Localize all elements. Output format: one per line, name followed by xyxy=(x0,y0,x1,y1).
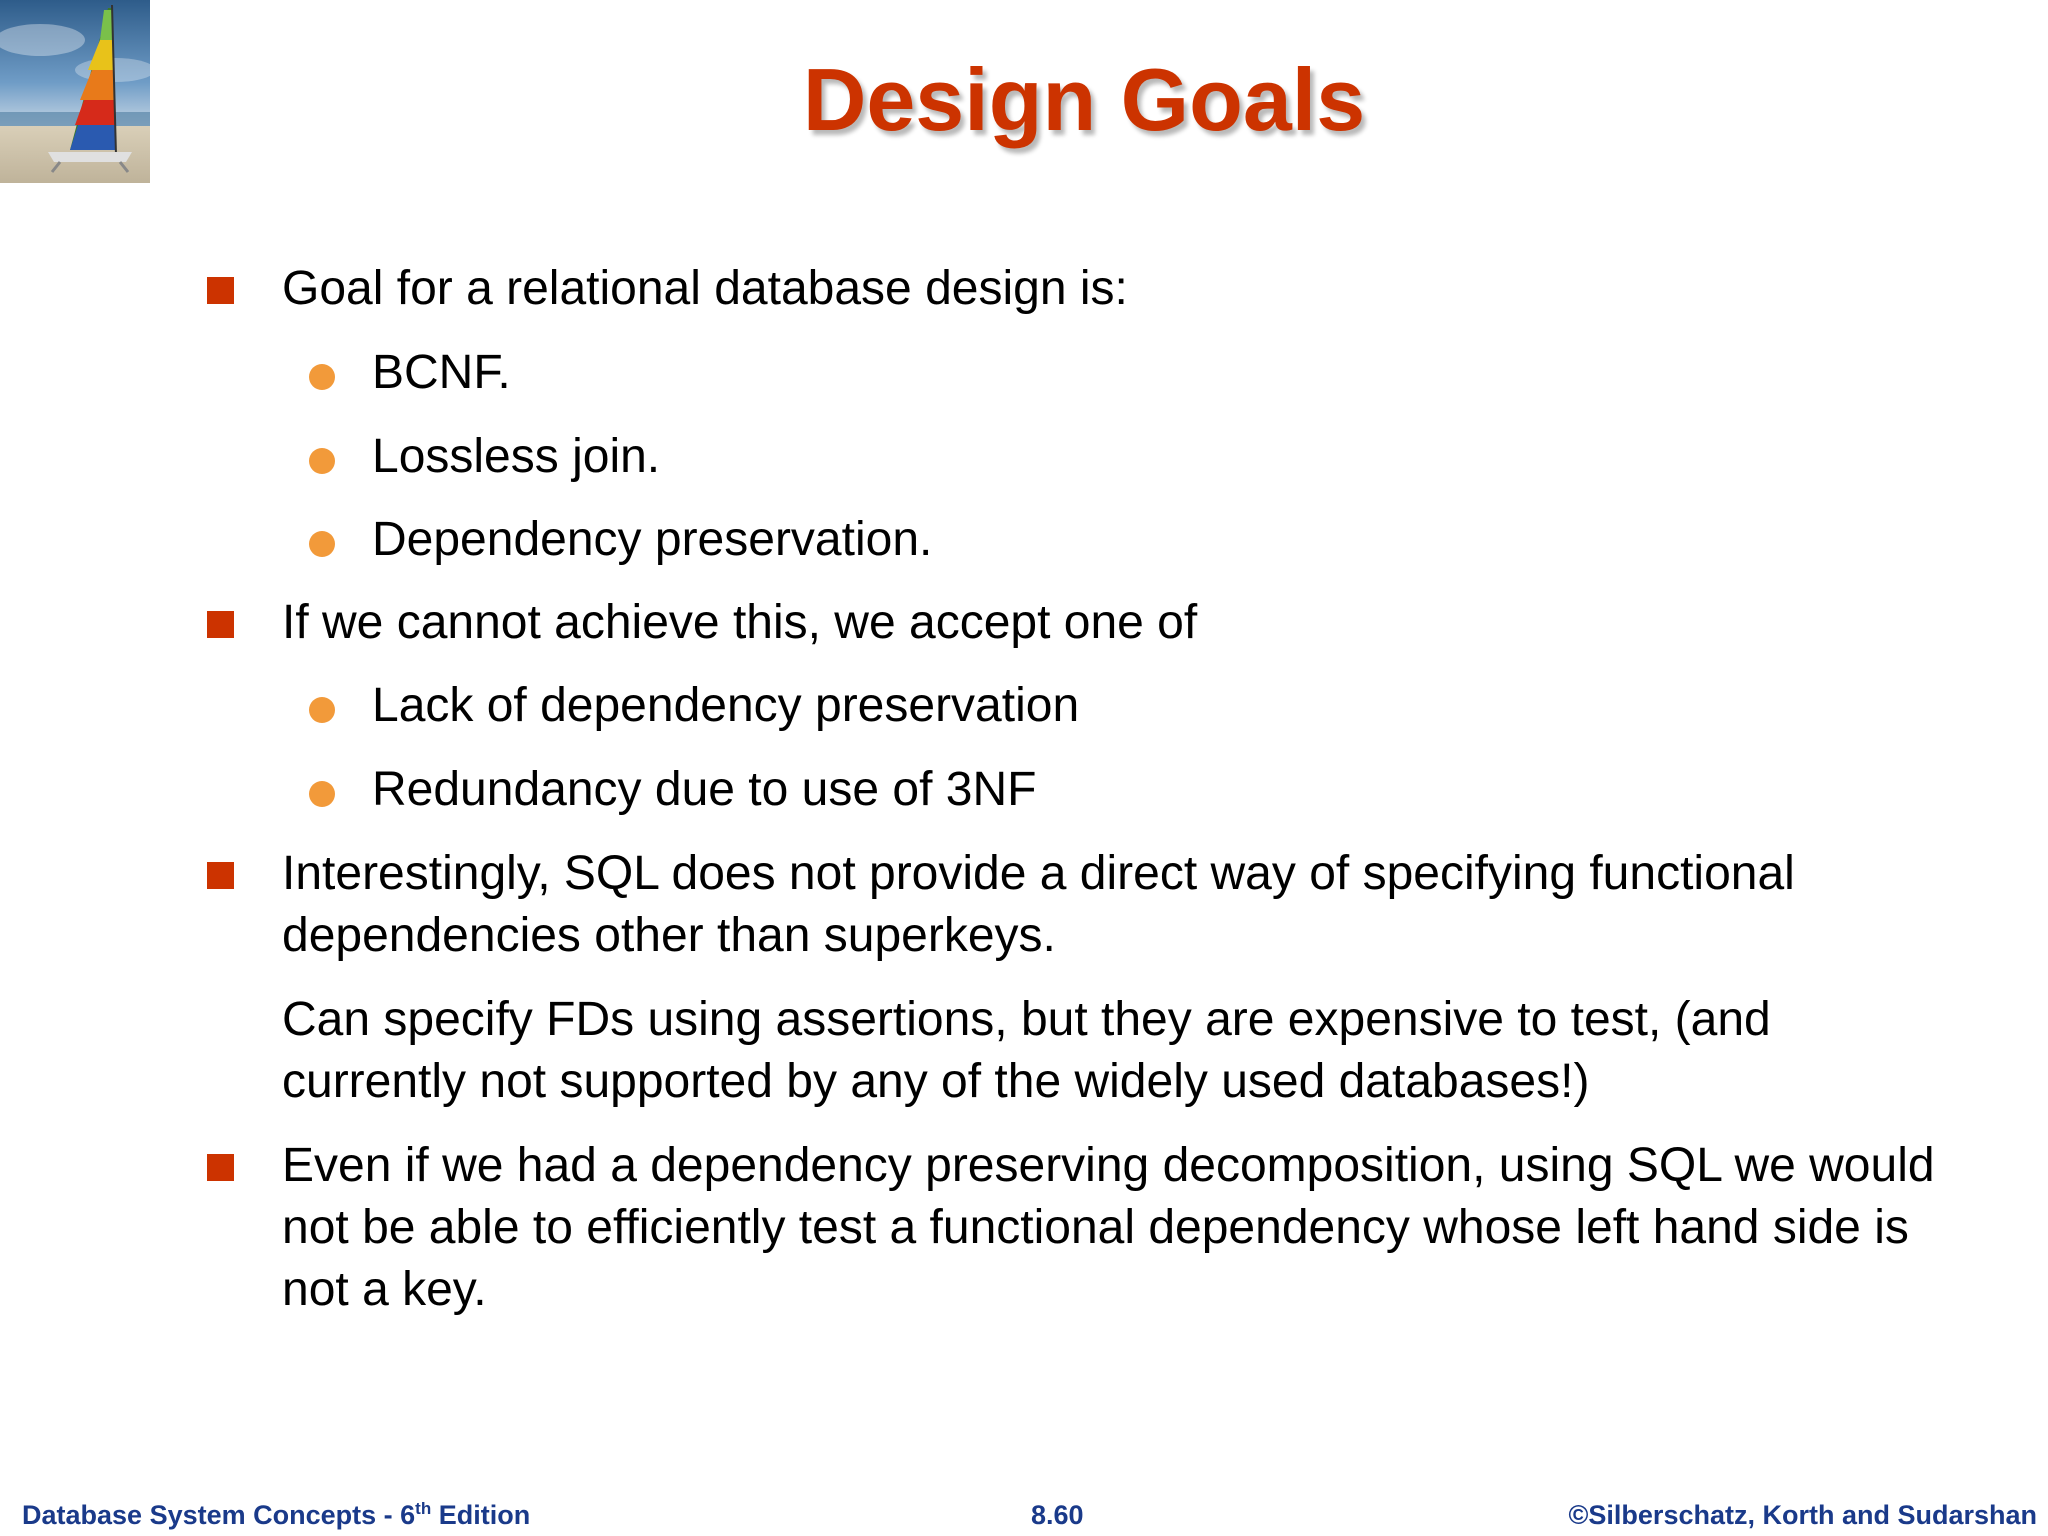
square-bullet-icon xyxy=(207,862,234,889)
round-bullet-icon xyxy=(309,781,335,807)
bullet-note-assertions: Can specify FDs using assertions, but they are expensive to test, (and currently not supported by any of the widely used databases!) xyxy=(282,993,1771,1108)
bullet-dependency-preserving: Even if we had a dependency preserving decomposition, using SQL we would not be able to efficiently test a functional dependency whose left hand side is not a key. xyxy=(282,1139,1935,1316)
sub-bullet-dependency-preservation: Dependency preservation. xyxy=(372,513,933,566)
footer-book-prefix: Database System Concepts - 6 xyxy=(22,1500,416,1530)
round-bullet-icon xyxy=(309,448,335,474)
square-bullet-icon xyxy=(207,1154,234,1181)
square-bullet-icon xyxy=(207,611,234,638)
sub-bullet-redundancy-3nf: Redundancy due to use of 3NF xyxy=(372,763,1037,816)
sub-bullet-lossless-join: Lossless join. xyxy=(372,430,661,483)
round-bullet-icon xyxy=(309,364,335,390)
sub-bullet-lack-dependency: Lack of dependency preservation xyxy=(372,679,1080,732)
round-bullet-icon xyxy=(309,697,335,723)
footer-page-number: 8.60 xyxy=(1031,1500,1084,1530)
footer-book-suffix: Edition xyxy=(431,1500,531,1530)
footer-book-sup: th xyxy=(415,1499,432,1518)
bullet-sql-functional: Interestingly, SQL does not provide a direct way of specifying functional dependencies other than superkeys. xyxy=(282,847,1795,962)
bullet-cannot-achieve: If we cannot achieve this, we accept one of xyxy=(282,596,1198,649)
slide-title: Design Goals xyxy=(802,50,1366,149)
square-bullet-icon xyxy=(207,277,234,304)
sub-bullet-bcnf: BCNF. xyxy=(372,346,511,399)
footer-copyright: ©Silberschatz, Korth and Sudarshan xyxy=(1568,1500,2037,1530)
footer-book-title xyxy=(22,1498,530,1532)
bullet-goal: Goal for a relational database design is: xyxy=(282,262,1128,315)
round-bullet-icon xyxy=(309,531,335,557)
